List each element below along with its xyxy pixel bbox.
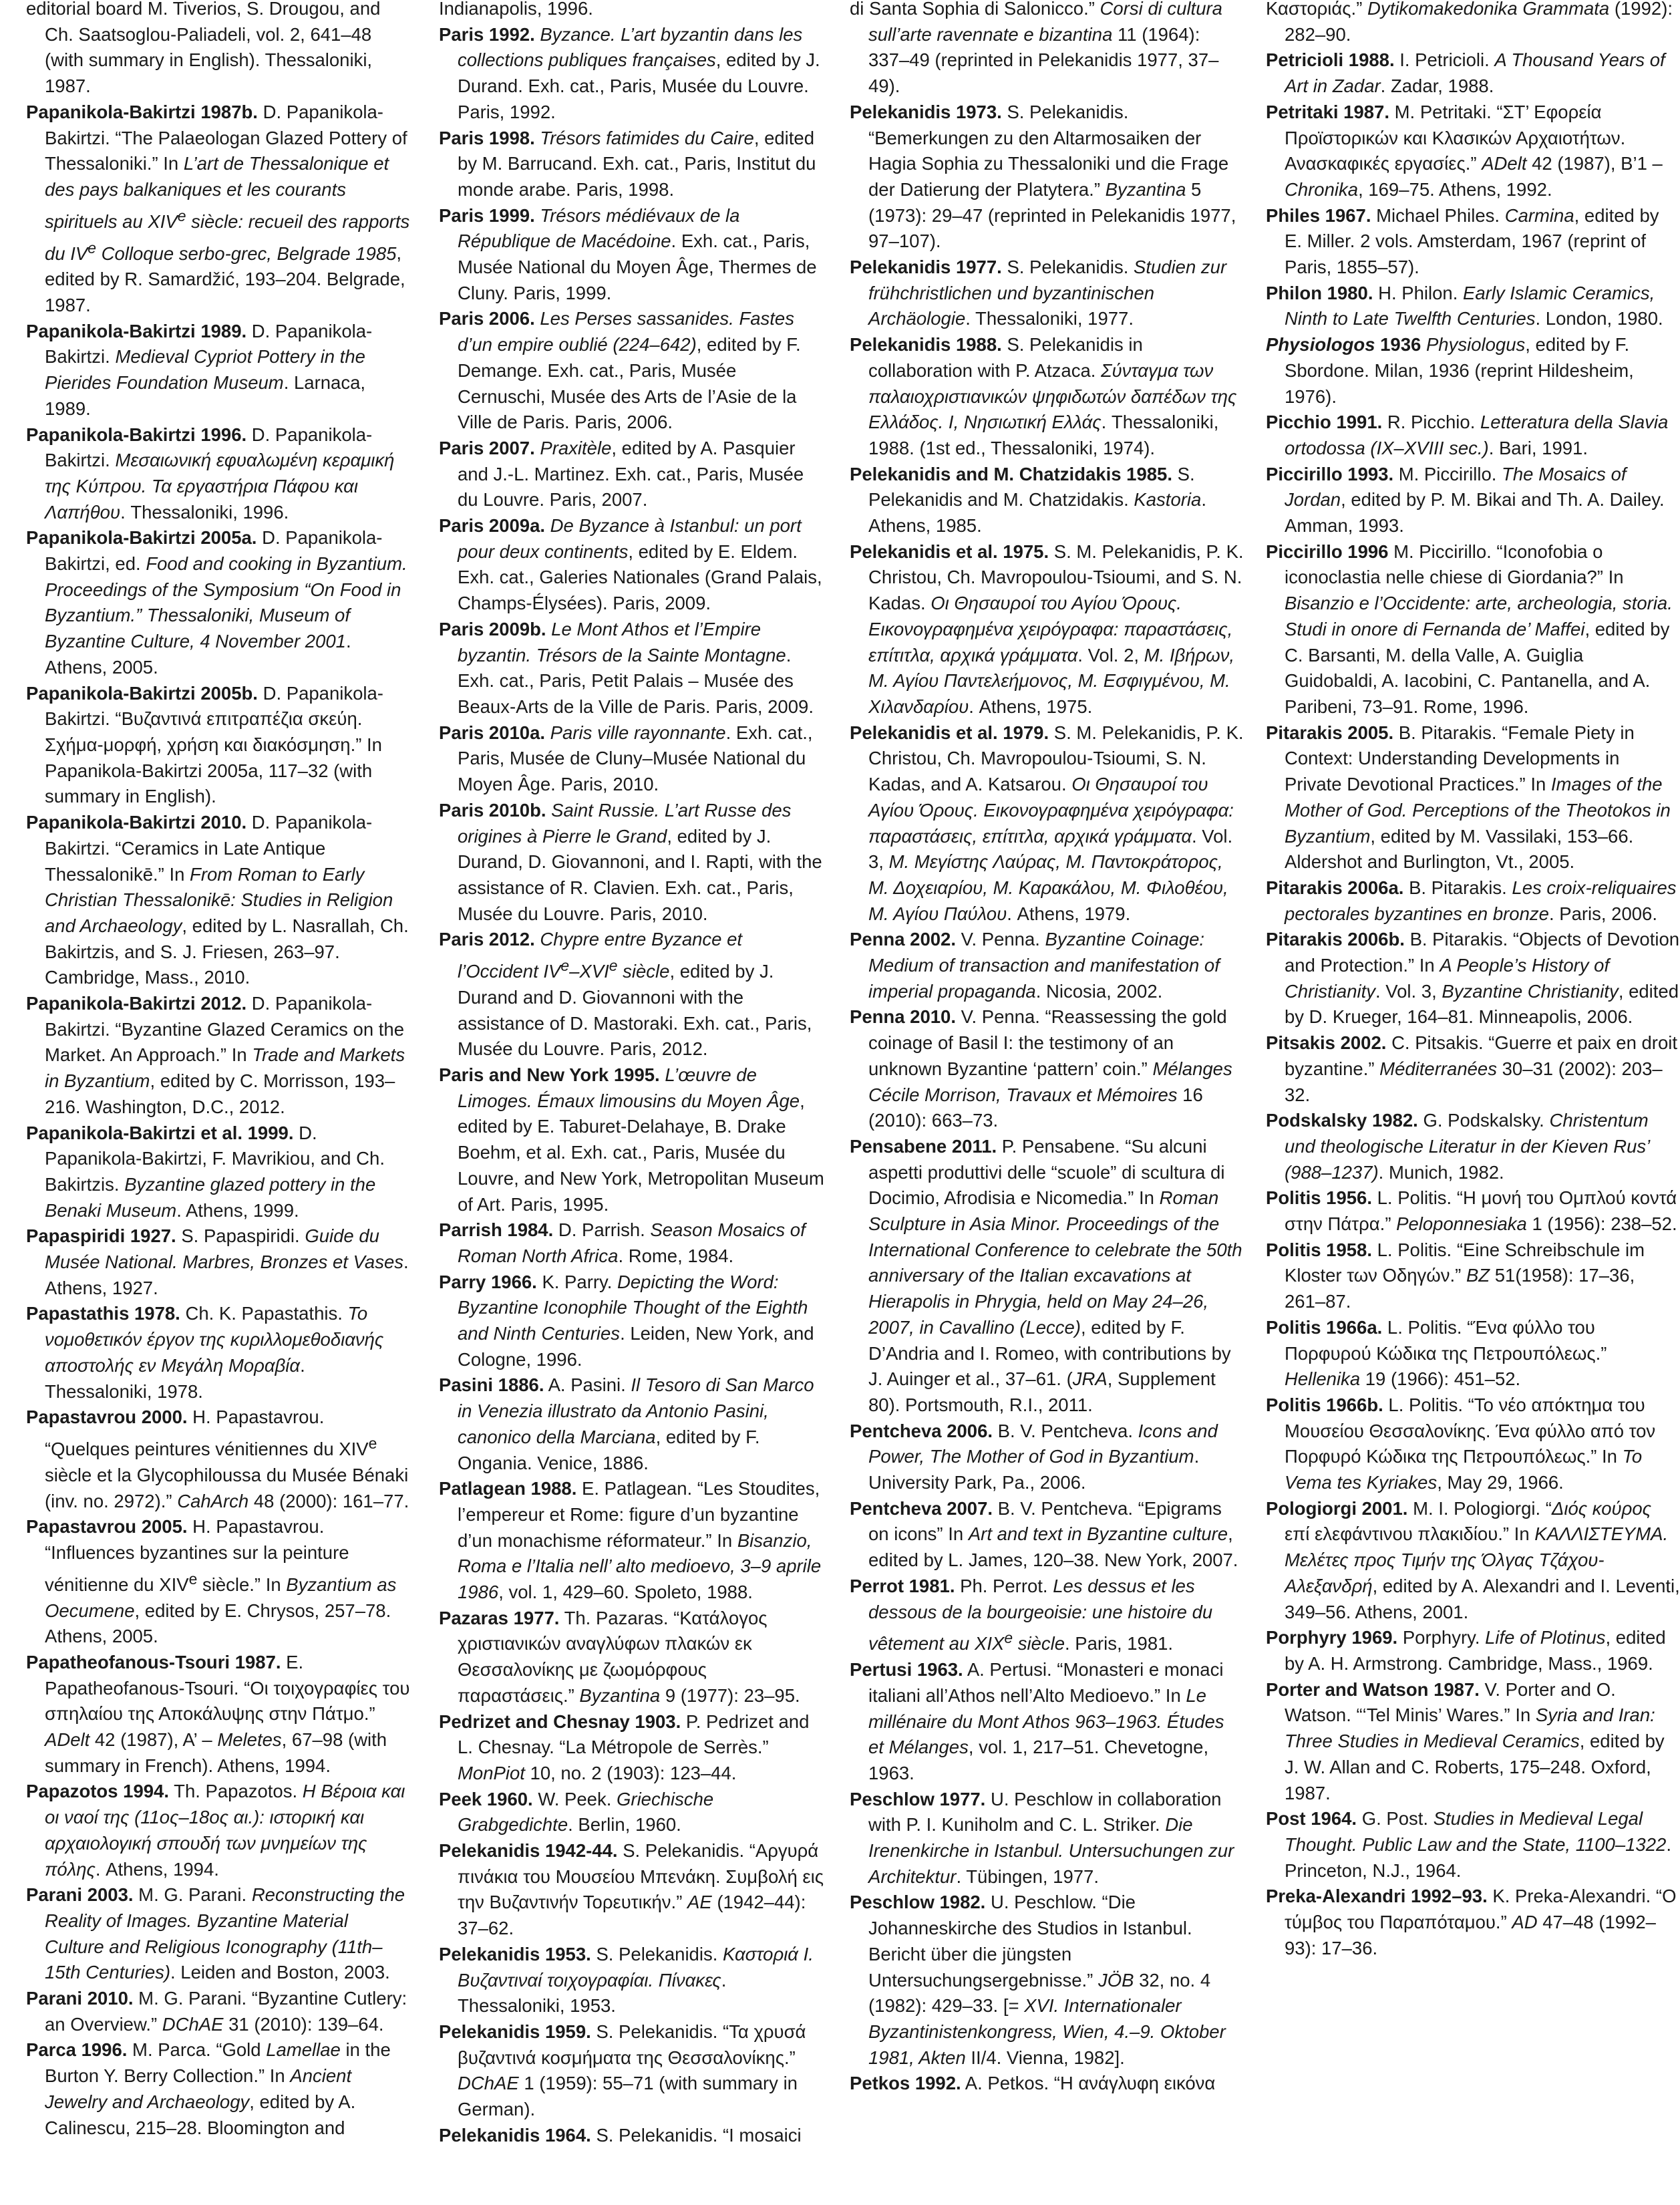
bibliography-entry bbox=[439, 617, 828, 720]
bibliography-entry bbox=[850, 927, 1244, 1004]
entry-key: Parani 2010. bbox=[26, 1988, 134, 2009]
entry-key: Penna 2010. bbox=[850, 1006, 956, 1028]
entry-key: Porter and Watson 1987. bbox=[1266, 1678, 1480, 1700]
bibliography-entry bbox=[26, 1882, 410, 1986]
entry-text: L. Politis. “Η μονή του Ομπλού κοντά στην Πάτρα.” Peloponnesiaka 1 (1956): 238–52. bbox=[1285, 1187, 1677, 1235]
entry-text: G. Post. Studies in Medieval Legal Thought. Public Law and the State, 1100–1322. Princeton, N.J., 1964. bbox=[1285, 1808, 1671, 1881]
entry-text: Chypre entre Byzance et l’Occident IVe–XVIe siècle, edited by J. Durand and D. Giovannoni with the assistance of D. Mastoraki. Exh. cat., Paris, Musée du Louvre. Paris, 2012. bbox=[458, 929, 812, 1060]
entry-text: M. Piccirillo. “Iconofobia o iconoclastia nelle chiese di Giordania?” In Bisanzio e l’Occidente: arte, archeologia, storia. Studi in onore di Fernanda de’ Maffei, edited by C. Barsanti, M. della Valle, A. Guiglia Guidobaldi, A. Iacobini, C. Pantanella, and A. Paribeni, 73–91. Rome, 1996. bbox=[1285, 541, 1673, 717]
entry-text: D. Parrish. Season Mosaics of Roman North Africa. Rome, 1984. bbox=[458, 1219, 806, 1266]
entry-key: Pologiorgi 2001. bbox=[1266, 1497, 1408, 1519]
entry-text: D. Papanikola-Bakirtzi, F. Mavrikiou, and Ch. Bakirtzis. Byzantine glazed pottery in the Benaki Museum. Athens, 1999. bbox=[45, 1122, 385, 1221]
bibliography-entry bbox=[850, 1134, 1244, 1419]
entry-key: Piccirillo 1996 bbox=[1266, 541, 1389, 562]
entry-key: Papaspiridi 1927. bbox=[26, 1225, 176, 1247]
bibliography-entry bbox=[26, 681, 410, 811]
entry-key: Paris 2010a. bbox=[439, 722, 546, 743]
entry-text: M. Piccirillo. The Mosaics of Jordan, edited by P. M. Bikai and Th. A. Dailey. Amman, 1993. bbox=[1285, 463, 1665, 537]
entry-key: Papazotos 1994. bbox=[26, 1781, 169, 1802]
entry-key: Politis 1956. bbox=[1266, 1187, 1372, 1209]
entry-key: Pitarakis 2006b. bbox=[1266, 929, 1405, 950]
bibliography-entry bbox=[1266, 1806, 1680, 1884]
bibliography-entry bbox=[26, 0, 410, 100]
bibliography-entry bbox=[1266, 1030, 1680, 1108]
entry-text: Saint Russie. L’art Russe des origines à Pierre le Grand, edited by J. Durand, D. Giovannoni, and I. Rapti, with the assistance of R. Clavien. Exh. cat., Paris, Musée du Louvre. Paris, 2010. bbox=[458, 799, 822, 924]
bibliography-entry bbox=[850, 2071, 1244, 2097]
entry-key: Petricioli 1988. bbox=[1266, 49, 1395, 71]
entry-key: Podskalsky 1982. bbox=[1266, 1110, 1418, 1131]
entry-key: Papastathis 1978. bbox=[26, 1303, 180, 1324]
entry-text: Le Mont Athos et l’Empire byzantin. Trésors de la Sainte Montagne. Exh. cat., Paris, Petit Palais – Musée des Beaux-Arts de la Ville de Paris. Paris, 2009. bbox=[458, 618, 814, 717]
entry-key: Papatheofanous-Tsouri 1987. bbox=[26, 1651, 281, 1672]
entry-text: S. Pelekanidis. Studien zur frühchristlichen und byzantinischen Archäologie. Thessaloniki, 1977. bbox=[868, 257, 1227, 329]
bibliography-entry bbox=[26, 422, 410, 526]
entry-text: L. Politis. “Ένα φύλλο του Πορφυρού Κώδικα της Πετρουπόλεως.” Hellenika 19 (1966): 451–52. bbox=[1285, 1316, 1607, 1390]
bibliography-entry bbox=[1266, 1677, 1680, 1807]
bibliography-entry bbox=[1266, 462, 1680, 539]
entry-text: L. Politis. “Eine Schreibschule im Kloster των Οδηγών.” BZ 51(1958): 17–36, 261–87. bbox=[1285, 1239, 1645, 1312]
entry-text: Trésors fatimides du Caire, edited by M. Barrucand. Exh. cat., Paris, Institut du monde arabe. Paris, 1998. bbox=[458, 127, 816, 200]
entry-key: Pertusi 1963. bbox=[850, 1659, 963, 1680]
entry-text: V. Porter and O. Watson. “‘Tel Minis’ Wares.” In Syria and Iran: Three Studies in Medieval Ceramics, edited by J. W. Allan and C. Roberts, 175–248. Oxford, 1987. bbox=[1285, 1678, 1665, 1803]
entry-key: Picchio 1991. bbox=[1266, 412, 1383, 433]
bibliography-column-4 bbox=[1266, 0, 1680, 1961]
bibliography-entry bbox=[26, 991, 410, 1121]
bibliography-entry bbox=[1266, 281, 1680, 332]
entry-key: Pitarakis 2006a. bbox=[1266, 877, 1404, 898]
entry-text: M. G. Parani. “Byzantine Cutlery: an Overview.” DChAE 31 (2010): 139–64. bbox=[45, 1988, 407, 2035]
bibliography-entry bbox=[439, 1270, 828, 1373]
entry-text: B. V. Pentcheva. Icons and Power, The Mother of God in Byzantium. University Park, Pa., 2006. bbox=[868, 1420, 1218, 1493]
entry-text: D. Papanikola-Bakirtzi, ed. Food and cooking in Byzantium. Proceedings of the Symposium “On Food in Byzantium.” Thessaloniki, Museum of Byzantine Culture, 4 November 2001. Athens, 2005. bbox=[45, 527, 407, 678]
bibliography-entry bbox=[1266, 1496, 1680, 1626]
bibliography-entry bbox=[439, 2123, 828, 2149]
bibliography-entry bbox=[850, 720, 1244, 927]
entry-text: Indianapolis, 1996. bbox=[439, 0, 593, 19]
entry-key: Pelekanidis 1988. bbox=[850, 334, 1002, 355]
entry-key: Pelekanidis 1973. bbox=[850, 101, 1002, 122]
bibliography-entry bbox=[850, 1787, 1244, 1890]
entry-key: Pentcheva 2007. bbox=[850, 1497, 993, 1519]
bibliography-entry bbox=[1266, 332, 1680, 410]
entry-text: H. Philon. Early Islamic Ceramics, Ninth to Late Twelfth Centuries. London, 1980. bbox=[1285, 282, 1663, 329]
entry-text: P. Pensabene. “Su alcuni aspetti produttivi delle “scuole” di scultura di Docimio, Afrodisia e Nicomedia.” In Roman Sculpture in Asia Minor. Proceedings of the International Conference to celebrate the 50th anniversary of the Italian excavations at Hierapolis in Phrygia, held on May 24–26, 2007, in Cavallino (Lecce), edited by F. D’Andria and I. Romeo, with contributions by J. Auinger et al., 37–61. (JRA, Supplement 80). Portsmouth, R.I., 2011. bbox=[868, 1135, 1242, 1415]
bibliography-entry bbox=[439, 1372, 828, 1476]
bibliography-entry bbox=[439, 203, 828, 307]
entry-key: Pelekanidis et al. 1975. bbox=[850, 541, 1049, 562]
bibliography-entry bbox=[439, 513, 828, 617]
entry-key: Petkos 1992. bbox=[850, 2073, 961, 2094]
entry-key: Papastavrou 2000. bbox=[26, 1407, 188, 1428]
bibliography-entry bbox=[1266, 0, 1680, 47]
entry-key: Pitarakis 2005. bbox=[1266, 722, 1394, 743]
entry-text: Καστοριάς.” Dytikomakedonika Grammata (1992): 282–90. bbox=[1266, 0, 1673, 45]
entry-text: E. Papatheofanous-Tsouri. “Οι τοιχογραφίες του σπηλαίου της Αποκάλυψης στην Πάτμο.” ADelt 42 (1987), A’ – Meletes, 67–98 (with summary in French). Athens, 1994. bbox=[45, 1651, 410, 1776]
entry-key: Papanikola-Bakirtzi et al. 1999. bbox=[26, 1122, 294, 1143]
entry-key: Philon 1980. bbox=[1266, 282, 1373, 303]
bibliography-entry bbox=[439, 306, 828, 436]
entry-text: P. Pedrizet and L. Chesnay. “La Métropole de Serrès.” MonPiot 10, no. 2 (1903): 123–44. bbox=[458, 1711, 810, 1783]
bibliography-entry bbox=[1266, 1315, 1680, 1392]
entry-key: Papanikola-Bakirtzi 1987b. bbox=[26, 101, 258, 122]
entry-key: Penna 2002. bbox=[850, 929, 956, 950]
entry-key: Pelekanidis 1964. bbox=[439, 2124, 591, 2146]
entry-text: M. G. Parani. Reconstructing the Reality of Images. Byzantine Material Culture and Religious Iconography (11th–15th Centuries). Leiden and Boston, 2003. bbox=[45, 1884, 405, 1983]
entry-text: Praxitèle, edited by A. Pasquier and J.-L. Martinez. Exh. cat., Paris, Musée du Louvre. Paris, 2007. bbox=[458, 437, 804, 510]
entry-key: Politis 1966b. bbox=[1266, 1394, 1383, 1415]
entry-key: Paris 1998. bbox=[439, 127, 535, 148]
entry-text: Byzance. L’art byzantin dans les collections publiques françaises, edited by J. Durand. Exh. cat., Paris, Musée du Louvre. Paris, 1992. bbox=[458, 23, 820, 122]
entry-key: Paris 2007. bbox=[439, 437, 535, 458]
entry-key: Pelekanidis and M. Chatzidakis 1985. bbox=[850, 463, 1172, 484]
entry-text: D. Papanikola-Bakirtzi. Μεσαιωνική εφυαλωμένη κεραμική της Κύπρου. Τα εργαστήρια Πάφου και Λαπήθου. Thessaloniki, 1996. bbox=[45, 424, 395, 523]
entry-text: Th. Pazaras. “Κατάλογος χριστιανικών αναγλύφων πλακών εκ Θεσσαλονίκης με ζωομόρφους παραστάσεις.” Byzantina 9 (1977): 23–95. bbox=[458, 1607, 800, 1706]
entry-text: S. M. Pelekanidis, P. K. Christou, Ch. Mavropoulou-Tsioumi, and S. N. Kadas. Οι Θησαυροί του Αγίου Όρους. Εικονογραφημένα χειρόγραφα: παραστάσεις, επίτιτλα, αρχικά γράμματα. Vol. 2, Μ. Ιβήρων, Μ. Αγίου Παντελεήμονος, Μ. Εσφιγμένου, Μ. Χιλανδαρίου. Athens, 1975. bbox=[868, 541, 1244, 717]
entry-key: Pedrizet and Chesnay 1903. bbox=[439, 1711, 681, 1732]
bibliography-entry bbox=[26, 525, 410, 680]
bibliography-column-3 bbox=[850, 0, 1244, 2097]
bibliography-column-1 bbox=[26, 0, 410, 2141]
entry-key: Patlagean 1988. bbox=[439, 1478, 577, 1499]
bibliography-entry bbox=[439, 1476, 828, 1606]
bibliography-entry bbox=[439, 1062, 828, 1217]
entry-text: C. Pitsakis. “Guerre et paix en droit byzantine.” Méditerranées 30–31 (2002): 203–32. bbox=[1285, 1032, 1678, 1105]
entry-text: B. V. Pentcheva. “Epigrams on icons” In Art and text in Byzantine culture, edited by L. James, 120–38. New York, 2007. bbox=[868, 1497, 1238, 1571]
entry-key: Peschlow 1977. bbox=[850, 1788, 986, 1809]
entry-key: Pitsakis 2002. bbox=[1266, 1032, 1387, 1054]
entry-text: Les Perses sassanides. Fastes d’un empire oublié (224–642), edited by F. Demange. Exh. cat., Paris, Musée Cernuschi, Musée des Arts de l’Asie de la Ville de Paris. Paris, 2006. bbox=[458, 308, 801, 433]
entry-key: Parani 2003. bbox=[26, 1884, 134, 1906]
entry-key: Paris 2006. bbox=[439, 308, 535, 329]
entry-text: S. Papaspiridi. Guide du Musée National. Marbres, Bronzes et Vases. Athens, 1927. bbox=[45, 1225, 409, 1298]
entry-key: Parry 1966. bbox=[439, 1271, 537, 1292]
bibliography-entry bbox=[1266, 1392, 1680, 1496]
bibliography-entry bbox=[439, 1709, 828, 1787]
bibliography-entry bbox=[439, 0, 828, 22]
bibliography-entry bbox=[439, 126, 828, 203]
bibliography-entry bbox=[26, 1121, 410, 1224]
entry-key: Pelekanidis 1977. bbox=[850, 257, 1002, 278]
entry-key: Physiologos 1936 bbox=[1266, 334, 1421, 355]
entry-key: Post 1964. bbox=[1266, 1808, 1357, 1829]
bibliography-entry bbox=[439, 22, 828, 126]
entry-key: Paris 1992. bbox=[439, 23, 535, 45]
bibliography-entry bbox=[1266, 410, 1680, 461]
entry-text: Paris ville rayonnante. Exh. cat., Paris, Musée de Cluny–Musée National du Moyen Âge. Paris, 2010. bbox=[458, 722, 813, 795]
entry-key: Preka-Alexandri 1992–93. bbox=[1266, 1886, 1488, 1907]
entry-text: editorial board M. Tiverios, S. Drougou, and Ch. Saatsoglou-Paliadeli, vol. 2, 641–48 (with summary in English). Thessaloniki, 1987. bbox=[26, 0, 381, 97]
entry-text: S. Pelekanidis. “Bemerkungen zu den Altarmosaiken der Hagia Sophia zu Thessaloniki und die Frage der Datierung der Platytera.” Byzantina 5 (1973): 29–47 (reprinted in Pelekanidis 1977, 97–107). bbox=[868, 101, 1236, 252]
entry-key: Politis 1966a. bbox=[1266, 1316, 1383, 1338]
entry-text: R. Picchio. Letteratura della Slavia ortodossa (IX–XVIII sec.). Bari, 1991. bbox=[1285, 412, 1669, 458]
bibliography-entry bbox=[26, 2037, 410, 2141]
entry-text: Porphyry. Life of Plotinus, edited by A. H. Armstrong. Cambridge, Mass., 1969. bbox=[1285, 1627, 1666, 1674]
bibliography-entry bbox=[850, 1574, 1244, 1657]
bibliography-entry bbox=[1266, 539, 1680, 720]
bibliography-entry bbox=[850, 100, 1244, 255]
bibliography-entry bbox=[850, 539, 1244, 720]
bibliography-entry bbox=[439, 1606, 828, 1709]
bibliography-entry bbox=[1266, 720, 1680, 875]
entry-text: Trésors médiévaux de la République de Macédoine. Exh. cat., Paris, Musée National du Moyen Âge, Thermes de Cluny. Paris, 1999. bbox=[458, 204, 817, 303]
bibliography-entry bbox=[1266, 1237, 1680, 1315]
bibliography-entry bbox=[850, 1657, 1244, 1787]
entry-text: U. Peschlow in collaboration with P. I. Kuniholm and C. L. Striker. Die Irenenkirche in Istanbul. Untersuchungen zur Architektur. Tübingen, 1977. bbox=[868, 1788, 1234, 1887]
entry-key: Pelekanidis et al. 1979. bbox=[850, 722, 1049, 743]
bibliography-entry bbox=[1266, 203, 1680, 281]
entry-text: Th. Papazotos. Η Βέροια και οι ναοί της (11ος–18ος αι.): ιστορική και αρχαιολογική σπουδή των μνημείων της πόλης. Athens, 1994. bbox=[45, 1781, 405, 1880]
entry-text: A. Pasini. Il Tesoro di San Marco in Venezia illustrato da Antonio Pasini, canonico della Marciana, edited by F. Ongania. Venice, 1886. bbox=[458, 1374, 814, 1473]
bibliography-entry bbox=[439, 1787, 828, 1838]
entry-key: Papanikola-Bakirtzi 2010. bbox=[26, 812, 247, 833]
entry-text: K. Preka-Alexandri. “Ο τύμβος του Παραπόταμου.” AD 47–48 (1992–93): 17–36. bbox=[1285, 1886, 1677, 1958]
entry-text: E. Patlagean. “Les Stoudites, l’empereur et Rome: figure d’un byzantine d’un monachisme réformateur.” In Bisanzio, Roma e l’Italia nell’ alto medioevo, 3–9 aprile 1986, vol. 1, 429–60. Spoleto, 1988. bbox=[458, 1478, 822, 1603]
bibliography-entry bbox=[26, 1779, 410, 1882]
entry-text: B. Pitarakis. “Female Piety in Context: Understanding Developments in Private Devotional Practices.” In Images of the Mother of God. Perceptions of the Theotokos in Byzantium, edited by M. Vassilaki, 153–66. Aldershot and Burlington, Vt., 2005. bbox=[1285, 722, 1671, 873]
bibliography-entry bbox=[1266, 1625, 1680, 1676]
entry-text: H. Papastavrou. “Influences byzantines sur la peinture vénitienne du XIVe siècle.” In Byzantium as Oecumene, edited by E. Chrysos, 257–78. Athens, 2005. bbox=[45, 1516, 397, 1647]
entry-text: Michael Philes. Carmina, edited by E. Miller. 2 vols. Amsterdam, 1967 (reprint of Paris, 1855–57). bbox=[1285, 204, 1659, 278]
entry-text: G. Podskalsky. Christentum und theologische Literatur in der Kieven Rus’ (988–1237). Munich, 1982. bbox=[1285, 1110, 1649, 1183]
entry-text: L’œuvre de Limoges. Émaux limousins du Moyen Âge, edited by E. Taburet-Delahaye, B. Drake Boehm, et al. Exh. cat., Paris, Musée du Louvre, and New York, Metropolitan Museum of Art. Paris, 1995. bbox=[458, 1064, 824, 1215]
bibliography-entry bbox=[439, 720, 828, 798]
entry-text: A. Petkos. “Η ανάγλυφη εικόνα bbox=[965, 2073, 1216, 2094]
entry-text: S. Pelekanidis. “Τα χρυσά βυζαντινά κοσμήματα της Θεσσαλονίκης.” DChAE 1 (1959): 55–71 (with summary in German). bbox=[458, 2021, 806, 2120]
bibliography-entry bbox=[850, 462, 1244, 539]
entry-text: B. Pitarakis. “Objects of Devotion and Protection.” In A People’s History of Christianity. Vol. 3, Byzantine Christianity, edited by D. Krueger, 164–81. Minneapolis, 2006. bbox=[1285, 929, 1680, 1028]
entry-text: M. Petritaki. “ΣΤ’ Εφορεία Προϊστορικών και Κλασικών Αρχαιοτήτων. Ανασκαφικές εργασίες.” ADelt 42 (1987), B’1 – Chronika, 169–75. Athens, 1992. bbox=[1285, 101, 1663, 200]
entry-text: M. I. Pologiorgi. “Διός κούρος επί ελεφάντινου πλακιδίου.” In ΚΑΛΛΙΣΤΕΥΜΑ. Μελέτες προς Τιμήν της Όλγας Τζάχου-Αλεξανδρή, edited by A. Alexandri and I. Leventi, 349–56. Athens, 2001. bbox=[1285, 1497, 1680, 1622]
entry-key: Philes 1967. bbox=[1266, 204, 1371, 226]
entry-key: Pazaras 1977. bbox=[439, 1607, 560, 1628]
bibliography-entry bbox=[1266, 875, 1680, 927]
bibliography-entry bbox=[26, 810, 410, 991]
entry-text: Physiologus, edited by F. Sbordone. Milan, 1936 (reprint Hildesheim, 1976). bbox=[1285, 334, 1634, 407]
entry-key: Pentcheva 2006. bbox=[850, 1420, 993, 1441]
bibliography-entry bbox=[26, 1986, 410, 2037]
entry-key: Perrot 1981. bbox=[850, 1575, 955, 1596]
entry-text: S. Pelekanidis and M. Chatzidakis. Kastoria. Athens, 1985. bbox=[868, 463, 1206, 537]
bibliography-entry bbox=[1266, 1185, 1680, 1237]
bibliography-entry bbox=[439, 436, 828, 513]
entry-text: Ph. Perrot. Les dessus et les dessous de la bourgeoisie: une histoire du vêtement au XIXe siècle. Paris, 1981. bbox=[868, 1575, 1213, 1654]
entry-text: L. Politis. “Το νέο απόκτημα του Μουσείου Θεσσαλονίκης. Ένα φύλλο από τον Πορφυρό Κώδικα της Πετρουπόλεως.” In To Vema tes Kyriakes, May 29, 1966. bbox=[1285, 1394, 1656, 1493]
entry-key: Paris 2009a. bbox=[439, 515, 546, 537]
entry-key: Parrish 1984. bbox=[439, 1219, 554, 1241]
entry-key: Papastavrou 2005. bbox=[26, 1516, 188, 1537]
entry-text: D. Papanikola-Bakirtzi. “Βυζαντινά επιτραπέζια σκεύη. Σχήμα-μορφή, χρήση και διακόσμηση.” In Papanikola-Bakirtzi 2005a, 117–32 (with summary in English). bbox=[45, 682, 383, 807]
entry-text: I. Petricioli. A Thousand Years of Art in Zadar. Zadar, 1988. bbox=[1285, 49, 1665, 97]
bibliography-entry bbox=[439, 1217, 828, 1269]
entry-text: H. Papastavrou. “Quelques peintures vénitiennes du XIVe siècle et la Glycophiloussa du Musée Bénaki (inv. no. 2972).” CahArch 48 (2000): 161–77. bbox=[45, 1407, 409, 1511]
entry-key: Papanikola-Bakirtzi 2005b. bbox=[26, 682, 258, 704]
entry-key: Pelekanidis 1959. bbox=[439, 2021, 591, 2042]
entry-key: Petritaki 1987. bbox=[1266, 101, 1389, 122]
bibliography-entry bbox=[850, 1419, 1244, 1496]
entry-text: M. Parca. “Gold Lamellae in the Burton Y. Berry Collection.” In Ancient Jewelry and Archaeology, edited by A. Calinescu, 215–28. Bloomington and bbox=[45, 2039, 391, 2138]
bibliography-entry bbox=[26, 1514, 410, 1650]
entry-text: W. Peek. Griechische Grabgedichte. Berlin, 1960. bbox=[458, 1788, 714, 1835]
entry-key: Porphyry 1969. bbox=[1266, 1627, 1398, 1648]
entry-key: Parca 1996. bbox=[26, 2039, 128, 2061]
entry-text: D. Papanikola-Bakirtzi. “The Palaeologan Glazed Pottery of Thessaloniki.” In L’art de Thessalonique et des pays balkaniques et les courants spirituels au XIVe siècle: recueil des rapports du IVe Colloque serbo-grec, Belgrade 1985, edited by R. Samardžić, 193–204. Belgrade, 1987. bbox=[45, 101, 410, 316]
bibliography-entry bbox=[1266, 47, 1680, 99]
entry-key: Papanikola-Bakirtzi 2005a. bbox=[26, 527, 257, 549]
bibliography-entry bbox=[1266, 1884, 1680, 1961]
entry-text: S. Pelekanidis. “I mosaici bbox=[596, 2124, 802, 2146]
entry-key: Pelekanidis 1942-44. bbox=[439, 1840, 618, 1862]
bibliography-entry bbox=[26, 100, 410, 319]
bibliography-entry bbox=[850, 0, 1244, 100]
bibliography-entry bbox=[26, 1405, 410, 1514]
bibliography-entry bbox=[1266, 100, 1680, 203]
entry-text: Ch. K. Papastathis. Το νομοθετικόν έργον της κυριλλομεθοδιανής αποστολής εν Μεγάλη Μοραβία. Thessaloniki, 1978. bbox=[45, 1303, 384, 1402]
bibliography-entry bbox=[1266, 1108, 1680, 1185]
entry-key: Pasini 1886. bbox=[439, 1374, 544, 1396]
bibliography-entry bbox=[850, 332, 1244, 462]
entry-key: Paris 2012. bbox=[439, 929, 535, 950]
entry-key: Papanikola-Bakirtzi 1989. bbox=[26, 320, 247, 341]
entry-text: A. Pertusi. “Monasteri e monaci italiani all’Athos nell’Alto Medioevo.” In Le millénaire du Mont Athos 963–1963. Études et Mélanges, vol. 1, 217–51. Chevetogne, 1963. bbox=[868, 1659, 1224, 1783]
bibliography-column-2 bbox=[439, 0, 828, 2149]
bibliography-entry bbox=[26, 319, 410, 422]
entry-key: Paris and New York 1995. bbox=[439, 1064, 660, 1085]
entry-key: Pelekanidis 1953. bbox=[439, 1943, 591, 1964]
bibliography-entry bbox=[850, 255, 1244, 332]
bibliography-entry bbox=[1266, 927, 1680, 1030]
entry-text: K. Parry. Depicting the Word: Byzantine Iconophile Thought of the Eighth and Ninth Centuries. Leiden, New York, and Cologne, 1996. bbox=[458, 1271, 814, 1370]
entry-key: Politis 1958. bbox=[1266, 1239, 1372, 1260]
entry-key: Papanikola-Bakirtzi 2012. bbox=[26, 993, 247, 1014]
entry-key: Piccirillo 1993. bbox=[1266, 463, 1394, 484]
entry-text: D. Papanikola-Bakirtzi. “Ceramics in Late Antique Thessalonikē.” In From Roman to Early Christian Thessalonikē: Studies in Religion and Archaeology, edited by L. Nasrallah, Ch. Bakirtzis, and S. J. Friesen, 263–97. Cambridge, Mass., 2010. bbox=[45, 812, 409, 988]
bibliography-entry bbox=[439, 2019, 828, 2123]
entry-key: Pensabene 2011. bbox=[850, 1135, 997, 1157]
bibliography-entry bbox=[26, 1223, 410, 1301]
bibliography-entry bbox=[850, 1890, 1244, 2071]
entry-text: De Byzance à Istanbul: un port pour deux continents, edited by E. Eldem. Exh. cat., Galeries Nationales (Grand Palais, Champs-Élysées). Paris, 2009. bbox=[458, 515, 822, 614]
entry-key: Paris 2009b. bbox=[439, 618, 546, 639]
entry-text: V. Penna. Byzantine Coinage: Medium of transaction and manifestation of imperial propaganda. Nicosia, 2002. bbox=[868, 929, 1220, 1002]
entry-text: di Santa Sophia di Salonicco.” Corsi di cultura sull’arte ravennate e bizantina 11 (1964): 337–49 (reprinted in Pelekanidis 1977, 37–49). bbox=[850, 0, 1222, 97]
bibliography-entry bbox=[26, 1301, 410, 1405]
bibliography-entry bbox=[439, 798, 828, 927]
bibliography-entry bbox=[439, 927, 828, 1062]
entry-key: Paris 1999. bbox=[439, 204, 535, 226]
entry-key: Papanikola-Bakirtzi 1996. bbox=[26, 424, 247, 445]
entry-text: S. Pelekanidis in collaboration with P. Atzaca. Σύνταγμα των παλαιοχριστιανικών ψηφιδωτών δαπέδων της Ελλάδος. Ι, Νησιωτική Ελλάς. Thessaloniki, 1988. (1st ed., Thessaloniki, 1974). bbox=[868, 334, 1237, 458]
entry-key: Peek 1960. bbox=[439, 1788, 533, 1809]
bibliography-entry bbox=[26, 1650, 410, 1779]
entry-text: B. Pitarakis. Les croix-reliquaires pectorales byzantines en bronze. Paris, 2006. bbox=[1285, 877, 1677, 924]
entry-text: S. Pelekanidis. Καστοριά Ι. Βυζαντιναί τοιχογραφίαι. Πίνακες. Thessaloniki, 1953. bbox=[458, 1943, 814, 2017]
entry-text: D. Papanikola-Bakirtzi. “Byzantine Glazed Ceramics on the Market. An Approach.” In Trade and Markets in Byzantium, edited by C. Morrisson, 193–216. Washington, D.C., 2012. bbox=[45, 993, 405, 1117]
entry-key: Paris 2010b. bbox=[439, 799, 546, 821]
entry-text: U. Peschlow. “Die Johanneskirche des Studios in Istanbul. Bericht über die jüngsten Untersuchungsergebnisse.” JÖB 32, no. 4 (1982): 429–33. [= XVI. Internationaler Byzantinistenkongress, Wien, 4.–9. Oktober 1981, Akten II/4. Vienna, 1982]. bbox=[868, 1892, 1226, 2068]
bibliography-entry bbox=[439, 1942, 828, 2019]
bibliography-entry bbox=[850, 1004, 1244, 1134]
bibliography-entry bbox=[439, 1838, 828, 1942]
entry-text: S. Pelekanidis. “Αργυρά πινάκια του Μουσείου Μπενάκη. Συμβολή εις την Βυζαντινήν Τορευτικήν.” AE (1942–44): 37–62. bbox=[458, 1840, 824, 1939]
entry-text: V. Penna. “Reassessing the gold coinage of Basil I: the testimony of an unknown Byzantine ‘pattern’ coin.” Mélanges Cécile Morrison, Travaux et Mémoires 16 (2010): 663–73. bbox=[868, 1006, 1232, 1131]
bibliography-entry bbox=[850, 1496, 1244, 1574]
entry-key: Peschlow 1982. bbox=[850, 1892, 986, 1913]
entry-text: D. Papanikola-Bakirtzi. Medieval Cypriot Pottery in the Pierides Foundation Museum. Larnaca, 1989. bbox=[45, 320, 373, 419]
entry-text: S. M. Pelekanidis, P. K. Christou, Ch. Mavropoulou-Tsioumi, S. N. Kadas, and A. Katsarou. Οι Θησαυροί του Αγίου Όρους. Εικονογραφημένα χειρόγραφα: παραστάσεις, επίτιτλα, αρχικά γράμματα. Vol. 3, Μ. Μεγίστης Λαύρας, Μ. Παντοκράτορος, Μ. Δοχειαρίου, Μ. Καρακάλου, Μ. Φιλοθέου, Μ. Αγίου Παύλου. Athens, 1979. bbox=[868, 722, 1244, 924]
